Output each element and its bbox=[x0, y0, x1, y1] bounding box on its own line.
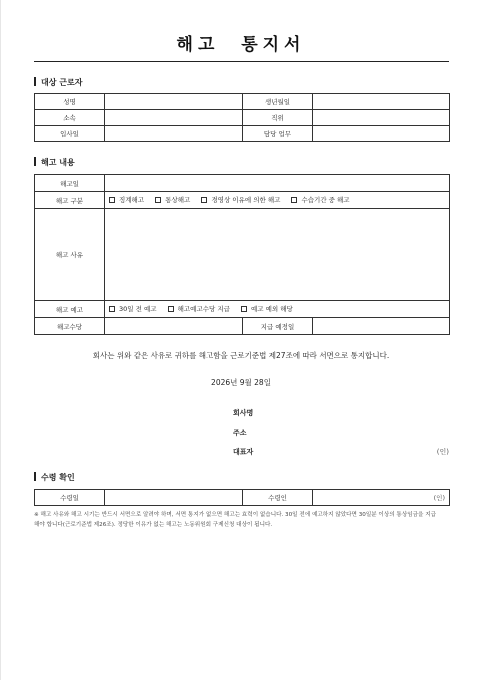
receipt-table bbox=[34, 489, 450, 506]
dismissal-reason-label: 해고 사유 bbox=[35, 209, 105, 301]
dismissal-notice-label: 해고 예고 bbox=[35, 301, 105, 318]
footnote: ※ 해고 사유와 해고 시기는 반드시 서면으로 알려야 하며, 서면 통지가 없으면 해고는 효력이 없습니다. 30일 전에 예고하지 않았다면 30일분 이상의 통상임금을 지급해야 합니다(근로기준법 제26조). 정당한 이유가 없는 해고는 노동위원회 구제신청 대상이 됩니다. bbox=[34, 512, 437, 528]
receiver-label: 수령인 bbox=[243, 490, 313, 506]
duty-label: 담당 업무 bbox=[243, 126, 313, 142]
company-address-label: 주소 bbox=[233, 429, 247, 437]
checkbox-icon bbox=[291, 197, 297, 203]
checkbox-managerial[interactable] bbox=[201, 195, 280, 204]
table-row bbox=[35, 490, 450, 506]
company-seal-mark: (인) bbox=[436, 448, 449, 456]
dismissal-reason-field[interactable] bbox=[105, 209, 450, 301]
birth-field[interactable] bbox=[313, 94, 450, 110]
checkbox-probation[interactable] bbox=[291, 195, 349, 204]
payday-label: 지급 예정일 bbox=[243, 318, 313, 335]
allowance-label: 해고수당 bbox=[35, 318, 105, 335]
checkbox-icon bbox=[109, 197, 115, 203]
position-field[interactable] bbox=[313, 110, 450, 126]
section-marker bbox=[34, 77, 36, 86]
dept-field[interactable] bbox=[105, 110, 243, 126]
join-date-label: 입사일 bbox=[35, 126, 105, 142]
section-heading-text: 해고 내용 bbox=[41, 158, 75, 167]
notice-date: 2026년 9월 28일 bbox=[211, 378, 271, 387]
table-row bbox=[35, 94, 450, 110]
birth-label: 생년월일 bbox=[243, 94, 313, 110]
receiver-field[interactable] bbox=[313, 490, 450, 506]
table-row bbox=[35, 126, 450, 142]
checkbox-label: 30일 전 예고 bbox=[119, 305, 157, 314]
dismissal-type-label: 해고 구분 bbox=[35, 192, 105, 209]
company-name-label: 회사명 bbox=[233, 409, 254, 417]
checkbox-ordinary[interactable] bbox=[155, 195, 190, 204]
receipt-date-field[interactable] bbox=[105, 490, 243, 506]
section-heading-text: 수령 확인 bbox=[41, 473, 75, 482]
company-rep-label: 대표자 bbox=[233, 448, 254, 456]
dismissal-date-field[interactable] bbox=[105, 175, 450, 192]
checkbox-label: 예고 예외 해당 bbox=[251, 305, 293, 314]
dismissal-notice-options bbox=[105, 301, 450, 318]
join-date-field[interactable] bbox=[105, 126, 243, 142]
table-row bbox=[35, 110, 450, 126]
document-title: 해고 통지서 bbox=[176, 35, 306, 55]
payday-field[interactable] bbox=[313, 318, 450, 335]
checkbox-disciplinary[interactable] bbox=[109, 195, 144, 204]
checkbox-icon bbox=[109, 306, 115, 312]
receiver-seal-mark: (인) bbox=[433, 494, 445, 502]
table-row bbox=[35, 175, 450, 192]
section-heading-employee bbox=[34, 77, 82, 88]
checkbox-label: 해고예고수당 지급 bbox=[177, 305, 230, 314]
checkbox-icon bbox=[155, 197, 161, 203]
checkbox-label: 징계해고 bbox=[119, 196, 145, 205]
table-row bbox=[35, 318, 450, 335]
section-heading-text: 대상 근로자 bbox=[41, 78, 83, 87]
checkbox-icon bbox=[168, 306, 174, 312]
receipt-date-label: 수령일 bbox=[35, 490, 105, 506]
checkbox-icon bbox=[201, 197, 207, 203]
dept-label: 소속 bbox=[35, 110, 105, 126]
notice-statement: 회사는 위와 같은 사유로 귀하를 해고함을 근로기준법 제27조에 따라 서면으로 통지합니다. bbox=[92, 351, 390, 360]
employee-table bbox=[34, 93, 450, 142]
section-marker bbox=[34, 472, 36, 481]
section-heading-dismissal bbox=[34, 157, 75, 168]
checkbox-icon bbox=[241, 306, 247, 312]
checkbox-label: 수습기간 중 해고 bbox=[301, 196, 350, 205]
title-divider bbox=[34, 61, 449, 62]
table-row bbox=[35, 192, 450, 209]
name-label: 성명 bbox=[35, 94, 105, 110]
dismissal-table bbox=[34, 174, 450, 335]
duty-field[interactable] bbox=[313, 126, 450, 142]
table-row bbox=[35, 301, 450, 318]
section-heading-receipt bbox=[34, 472, 75, 483]
allowance-field[interactable] bbox=[105, 318, 243, 335]
checkbox-30-day-notice[interactable] bbox=[109, 304, 157, 313]
checkbox-notice-allowance[interactable] bbox=[168, 304, 230, 313]
checkbox-label: 통상해고 bbox=[165, 196, 191, 205]
dismissal-type-options bbox=[105, 192, 450, 209]
table-row bbox=[35, 209, 450, 301]
checkbox-notice-exception[interactable] bbox=[241, 304, 293, 313]
position-label: 직위 bbox=[243, 110, 313, 126]
name-field[interactable] bbox=[105, 94, 243, 110]
checkbox-label: 경영상 이유에 의한 해고 bbox=[211, 196, 281, 205]
dismissal-date-label: 해고일 bbox=[35, 175, 105, 192]
section-marker bbox=[34, 157, 36, 166]
